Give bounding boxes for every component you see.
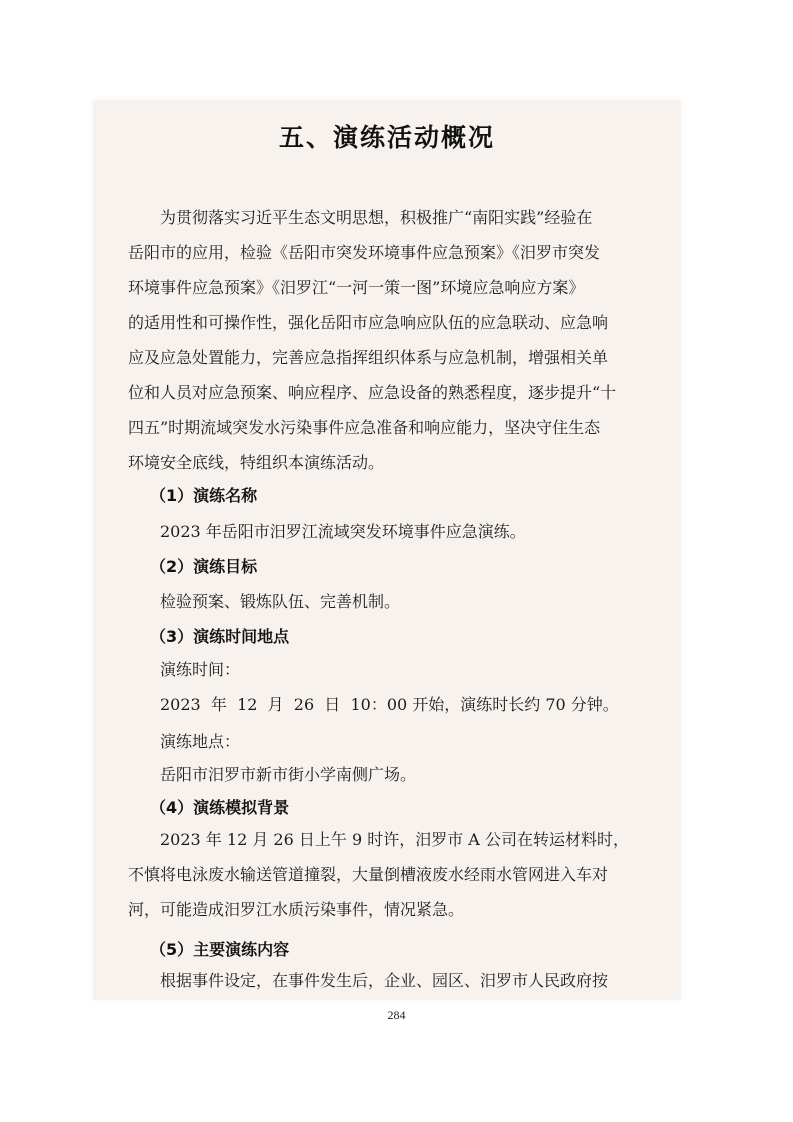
intro-line: 岳阳市的应用，检验《岳阳市突发环境事件应急预案》《汨罗市突发	[128, 243, 601, 262]
section-heading-background: （4）演练模拟背景	[150, 798, 290, 817]
section-heading-name: （1）演练名称	[150, 486, 258, 505]
section-heading-time-place: （3）演练时间地点	[150, 627, 290, 646]
intro-line: 环境安全底线，特组织本演练活动。	[128, 453, 385, 472]
background-line: 不慎将电泳废水输送管道撞裂，大量倒槽液废水经雨水管网进入车对	[128, 865, 609, 884]
intro-paragraph	[128, 200, 668, 480]
section-heading-content: （5）主要演练内容	[150, 940, 290, 959]
intro-line: 环境事件应急预案》《汨罗江“一河一策一图”环境应急响应方案》	[128, 278, 585, 297]
page-number: 284	[387, 1008, 406, 1022]
page-title: 五、演练活动概况	[278, 123, 495, 152]
intro-line: 位和人员对应急预案、响应程序、应急设备的熟悉程度，逐步提升“十	[128, 383, 617, 402]
content-paragraph	[128, 963, 668, 998]
content-line: 根据事件设定，在事件发生后，企业、园区、汨罗市人民政府按	[160, 971, 609, 990]
section-heading-goal: （2）演练目标	[150, 557, 258, 576]
intro-line: 为贯彻落实习近平生态文明思想，积极推广“南阳实践”经验在	[160, 208, 593, 227]
background-paragraph	[128, 822, 668, 927]
background-line: 河，可能造成汨罗江水质污染事件，情况紧急。	[128, 900, 465, 919]
time-label: 演练时间：	[160, 660, 241, 679]
time-text: 2023 年 12 月 26 日 10：00 开始，演练时长约 70 分钟。	[160, 695, 619, 714]
place-label: 演练地点：	[160, 732, 241, 751]
section-text-name: 2023 年岳阳市汨罗江流域突发环境事件应急演练。	[160, 522, 526, 541]
intro-line: 的适用性和可操作性，强化岳阳市应急响应队伍的应急联动、应急响	[128, 313, 609, 332]
background-line: 2023 年 12 月 26 日上午 9 时许，汨罗市 A 公司在转运材料时，	[160, 830, 629, 849]
intro-line: 应及应急处置能力，完善应急指挥组织体系与应急机制，增强相关单	[128, 348, 609, 367]
intro-line: 四五”时期流域突发水污染事件应急准备和响应能力，坚决守住生态	[128, 418, 601, 437]
place-text: 岳阳市汨罗市新市街小学南侧广场。	[160, 765, 417, 784]
section-text-goal: 检验预案、锻炼队伍、完善机制。	[160, 592, 401, 611]
